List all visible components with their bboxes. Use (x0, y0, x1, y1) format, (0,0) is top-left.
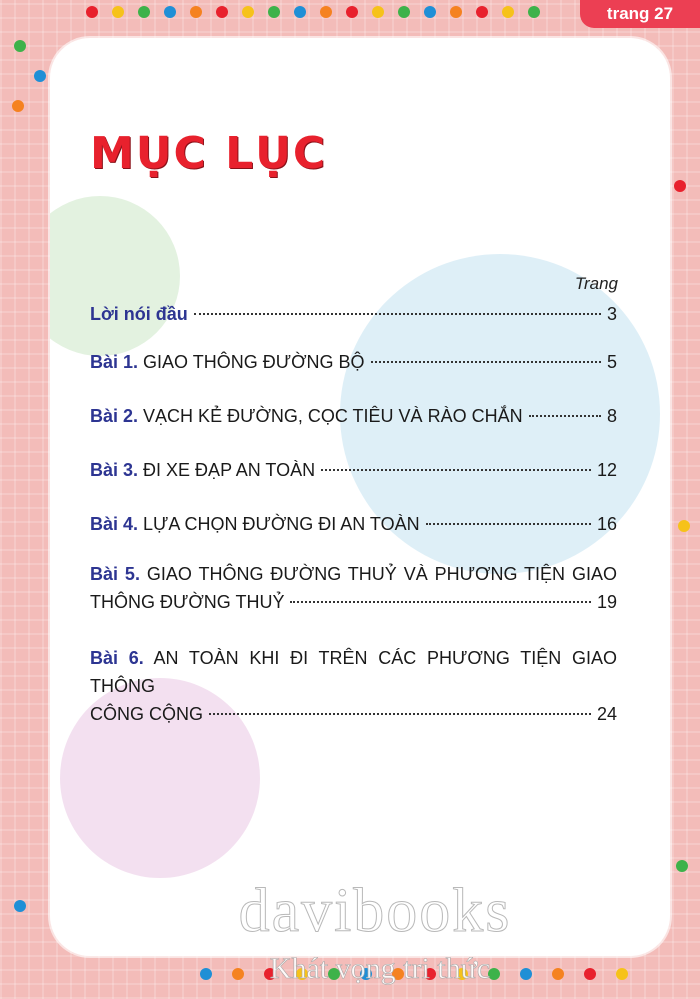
decor-dot (216, 6, 228, 18)
decor-dot (476, 6, 488, 18)
toc-entry-page: 24 (596, 704, 617, 724)
toc-entry[interactable] (90, 456, 617, 484)
dot-leader (371, 361, 601, 363)
decor-dot (34, 70, 46, 82)
dot-leader (529, 415, 601, 417)
decor-bubble-green (50, 196, 180, 356)
toc-entry-page: 5 (606, 352, 617, 372)
toc-entry[interactable] (90, 300, 617, 328)
decor-dot (268, 6, 280, 18)
decor-dot (190, 6, 202, 18)
toc-entry-number: Bài 2. (90, 406, 139, 426)
toc-entry-title: AN TOÀN KHI ĐI TRÊN CÁC PHƯƠNG TIỆN GIAO THÔNG (90, 648, 617, 696)
decor-dot (676, 860, 688, 872)
decor-dot (528, 6, 540, 18)
decor-dot (502, 6, 514, 18)
toc-entry-title: VẠCH KẺ ĐƯỜNG, CỌC TIÊU VÀ RÀO CHẮN (143, 406, 523, 426)
toc-entry-number: Lời nói đầu (90, 304, 188, 324)
toc-entry-title: GIAO THÔNG ĐƯỜNG THUỶ VÀ PHƯƠNG TIỆN GIAO (146, 564, 617, 584)
dot-leader (426, 523, 591, 525)
toc-entry[interactable] (90, 402, 617, 430)
decor-dot (164, 6, 176, 18)
toc-entry-number: Bài 6. (90, 648, 144, 668)
toc-entry[interactable] (90, 644, 617, 728)
decor-dot (294, 6, 306, 18)
decor-dot (674, 180, 686, 192)
toc-entry-page: 8 (606, 406, 617, 426)
decor-dot (346, 6, 358, 18)
decor-dot (616, 968, 628, 980)
decor-dot (450, 6, 462, 18)
dot-leader (209, 713, 591, 715)
page-column-label: Trang (574, 274, 618, 293)
toc-entry-number: Bài 4. (90, 514, 139, 534)
watermark-brand: davibooks (238, 877, 512, 945)
decor-dot (320, 6, 332, 18)
toc-entry-title: CÔNG CỘNG (90, 704, 204, 724)
toc-entry-page: 16 (596, 514, 617, 534)
dot-leader (194, 313, 601, 315)
toc-entry-page: 12 (596, 460, 617, 480)
decor-dot (424, 6, 436, 18)
dot-leader (290, 601, 590, 603)
toc-entry-title: ĐI XE ĐẠP AN TOÀN (143, 460, 316, 480)
toc-entry-number: Bài 1. (90, 352, 139, 372)
toc-entry-number: Bài 3. (90, 460, 139, 480)
toc-entry-title-line (90, 560, 617, 588)
toc-entry-title: THÔNG ĐƯỜNG THUỶ (90, 592, 285, 612)
toc-entry-page: 19 (596, 592, 617, 612)
decor-dot (398, 6, 410, 18)
decor-dot (678, 520, 690, 532)
page-title: MỤC LỤC (90, 128, 328, 179)
decor-dot (12, 100, 24, 112)
toc-entry-number: Bài 5. (90, 564, 140, 584)
decor-dot (138, 6, 150, 18)
toc-entry[interactable] (90, 560, 617, 616)
toc-entry-title-line (90, 644, 617, 700)
decor-dot (112, 6, 124, 18)
decor-dot (372, 6, 384, 18)
toc-entry[interactable] (90, 510, 617, 538)
dot-leader (321, 469, 591, 471)
toc-entry-page: 3 (606, 304, 617, 324)
toc-entry-title: LỰA CHỌN ĐƯỜNG ĐI AN TOÀN (143, 514, 420, 534)
watermark-slogan: Khát vọng tri thức (269, 952, 491, 985)
decor-dot (242, 6, 254, 18)
decor-dot (86, 6, 98, 18)
decor-dot (14, 40, 26, 52)
content-panel (50, 38, 670, 956)
toc-entry-title: GIAO THÔNG ĐƯỜNG BỘ (143, 352, 365, 372)
toc-entry[interactable] (90, 348, 617, 376)
page-number-tab: trang 27 (580, 0, 700, 28)
decor-dot (14, 900, 26, 912)
